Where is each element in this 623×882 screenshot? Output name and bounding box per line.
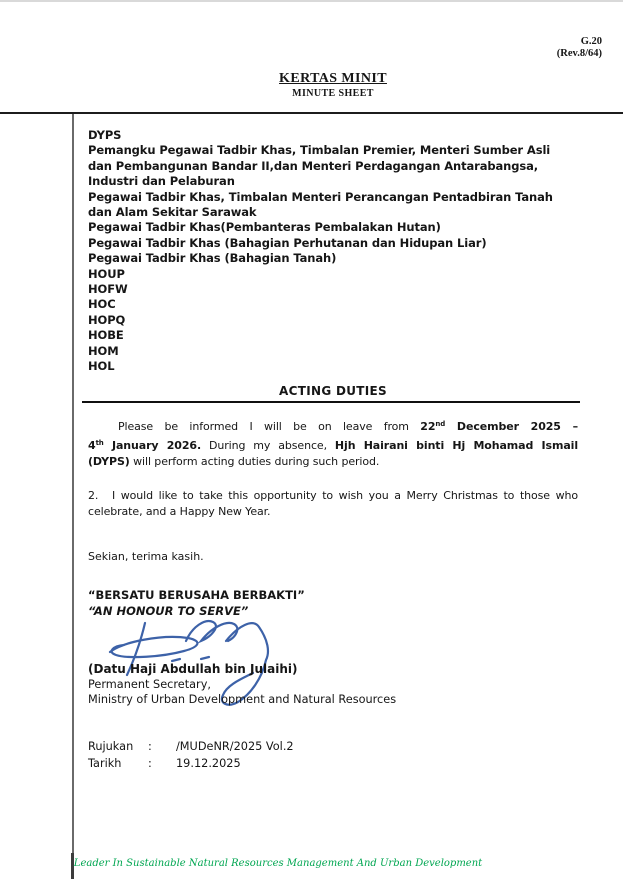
date-row — [88, 756, 294, 773]
motto-line-english: “AN HONOUR TO SERVE” — [88, 604, 249, 619]
margin-rule — [72, 114, 74, 878]
reference-label: Rujukan — [88, 740, 134, 753]
paragraph-leave — [88, 416, 578, 471]
signatory-title: Permanent Secretary, — [88, 678, 211, 691]
leave-dates: 22nd December 2025 – — [420, 420, 578, 433]
reference-colon: : — [148, 740, 152, 753]
recipient-line: Pegawai Tadbir Khas(Pembanteras Pembalakan Hutan) — [88, 220, 441, 235]
header-rule — [0, 112, 623, 114]
body-line — [88, 435, 578, 454]
recipient-line: Pegawai Tadbir Khas, Timbalan Menteri Perancangan Pentadbiran Tanah — [88, 189, 553, 204]
recipient-line: HOFW — [88, 282, 128, 297]
signatory-block — [88, 661, 518, 708]
footer-tagline: Leader In Sustainable Natural Resources Management And Urban Development — [73, 858, 483, 869]
form-code: G.20 — [580, 36, 602, 47]
acting-duties-heading: ACTING DUTIES — [279, 383, 387, 398]
ordinal-suffix: nd — [435, 420, 446, 428]
reference-row — [88, 739, 294, 756]
recipient-line: Pegawai Tadbir Khas (Bahagian Perhutanan dan Hidupan Liar) — [88, 235, 487, 250]
closing-line: Sekian, terima kasih. — [88, 550, 204, 564]
form-revision: (Rev.8/64) — [556, 48, 602, 59]
recipient-line: dan Pembangunan Bandar II,dan Menteri Perdagangan Antarabangsa, — [88, 158, 539, 173]
minute-body — [88, 128, 578, 619]
signatory-name: (Datu Haji Abdullah bin Julaihi) — [88, 662, 298, 676]
acting-officer-name: Hjh Hairani binti Hj Mohamad Ismail — [334, 439, 579, 453]
reference-value: /MUDeNR/2025 Vol.2 — [176, 740, 294, 753]
body-line — [88, 416, 578, 435]
paragraph-number: 2. — [88, 488, 99, 502]
body-line — [88, 454, 578, 470]
acting-officer-role: (DYPS) — [88, 455, 130, 469]
recipient-line: HOPQ — [88, 312, 126, 327]
body-text: will perform acting duties during such period. — [129, 455, 380, 469]
paragraph-wishes — [88, 488, 578, 520]
date-colon: : — [148, 756, 152, 770]
recipient-line: HOL — [88, 359, 115, 374]
recipient-line: DYPS — [88, 128, 122, 142]
reference-block — [88, 739, 294, 772]
date-label: Tarikh — [88, 756, 122, 770]
body-text: Please be informed I will be on leave from — [118, 420, 421, 433]
page-title: KERTAS MINIT — [279, 71, 387, 86]
date-value: 19.12.2025 — [176, 756, 241, 770]
recipient-line: HOC — [88, 297, 116, 312]
heading-rule — [82, 401, 580, 404]
recipient-line: Pegawai Tadbir Khas (Bahagian Tanah) — [88, 251, 337, 266]
document-header — [88, 71, 578, 99]
body-line — [88, 488, 578, 504]
body-text: I would like to take this opportunity to wish you a Merry Christmas to those who — [112, 488, 578, 502]
recipient-line: Pemangku Pegawai Tadbir Khas, Timbalan Premier, Menteri Sumber Asli — [88, 143, 551, 158]
ordinal-suffix: th — [95, 439, 104, 448]
leave-dates: 4th January 2026. — [88, 439, 202, 453]
signatory-ministry: Ministry of Urban Development and Natural Resources — [88, 693, 397, 707]
recipient-line: HOUP — [88, 266, 125, 281]
recipient-line: dan Alam Sekitar Sarawak — [88, 205, 257, 220]
recipient-list — [88, 128, 578, 375]
body-line: celebrate, and a Happy New Year. — [88, 504, 271, 518]
recipient-line: Industri dan Pelaburan — [88, 174, 235, 189]
page-subtitle: MINUTE SHEET — [292, 88, 374, 99]
form-code-block — [557, 36, 602, 60]
recipient-line: HOBE — [88, 328, 124, 343]
recipient-line: HOM — [88, 343, 119, 358]
motto-line-malay: “BERSATU BERUSAHA BERBAKTI” — [88, 588, 305, 603]
body-text: During my absence, — [201, 439, 335, 453]
